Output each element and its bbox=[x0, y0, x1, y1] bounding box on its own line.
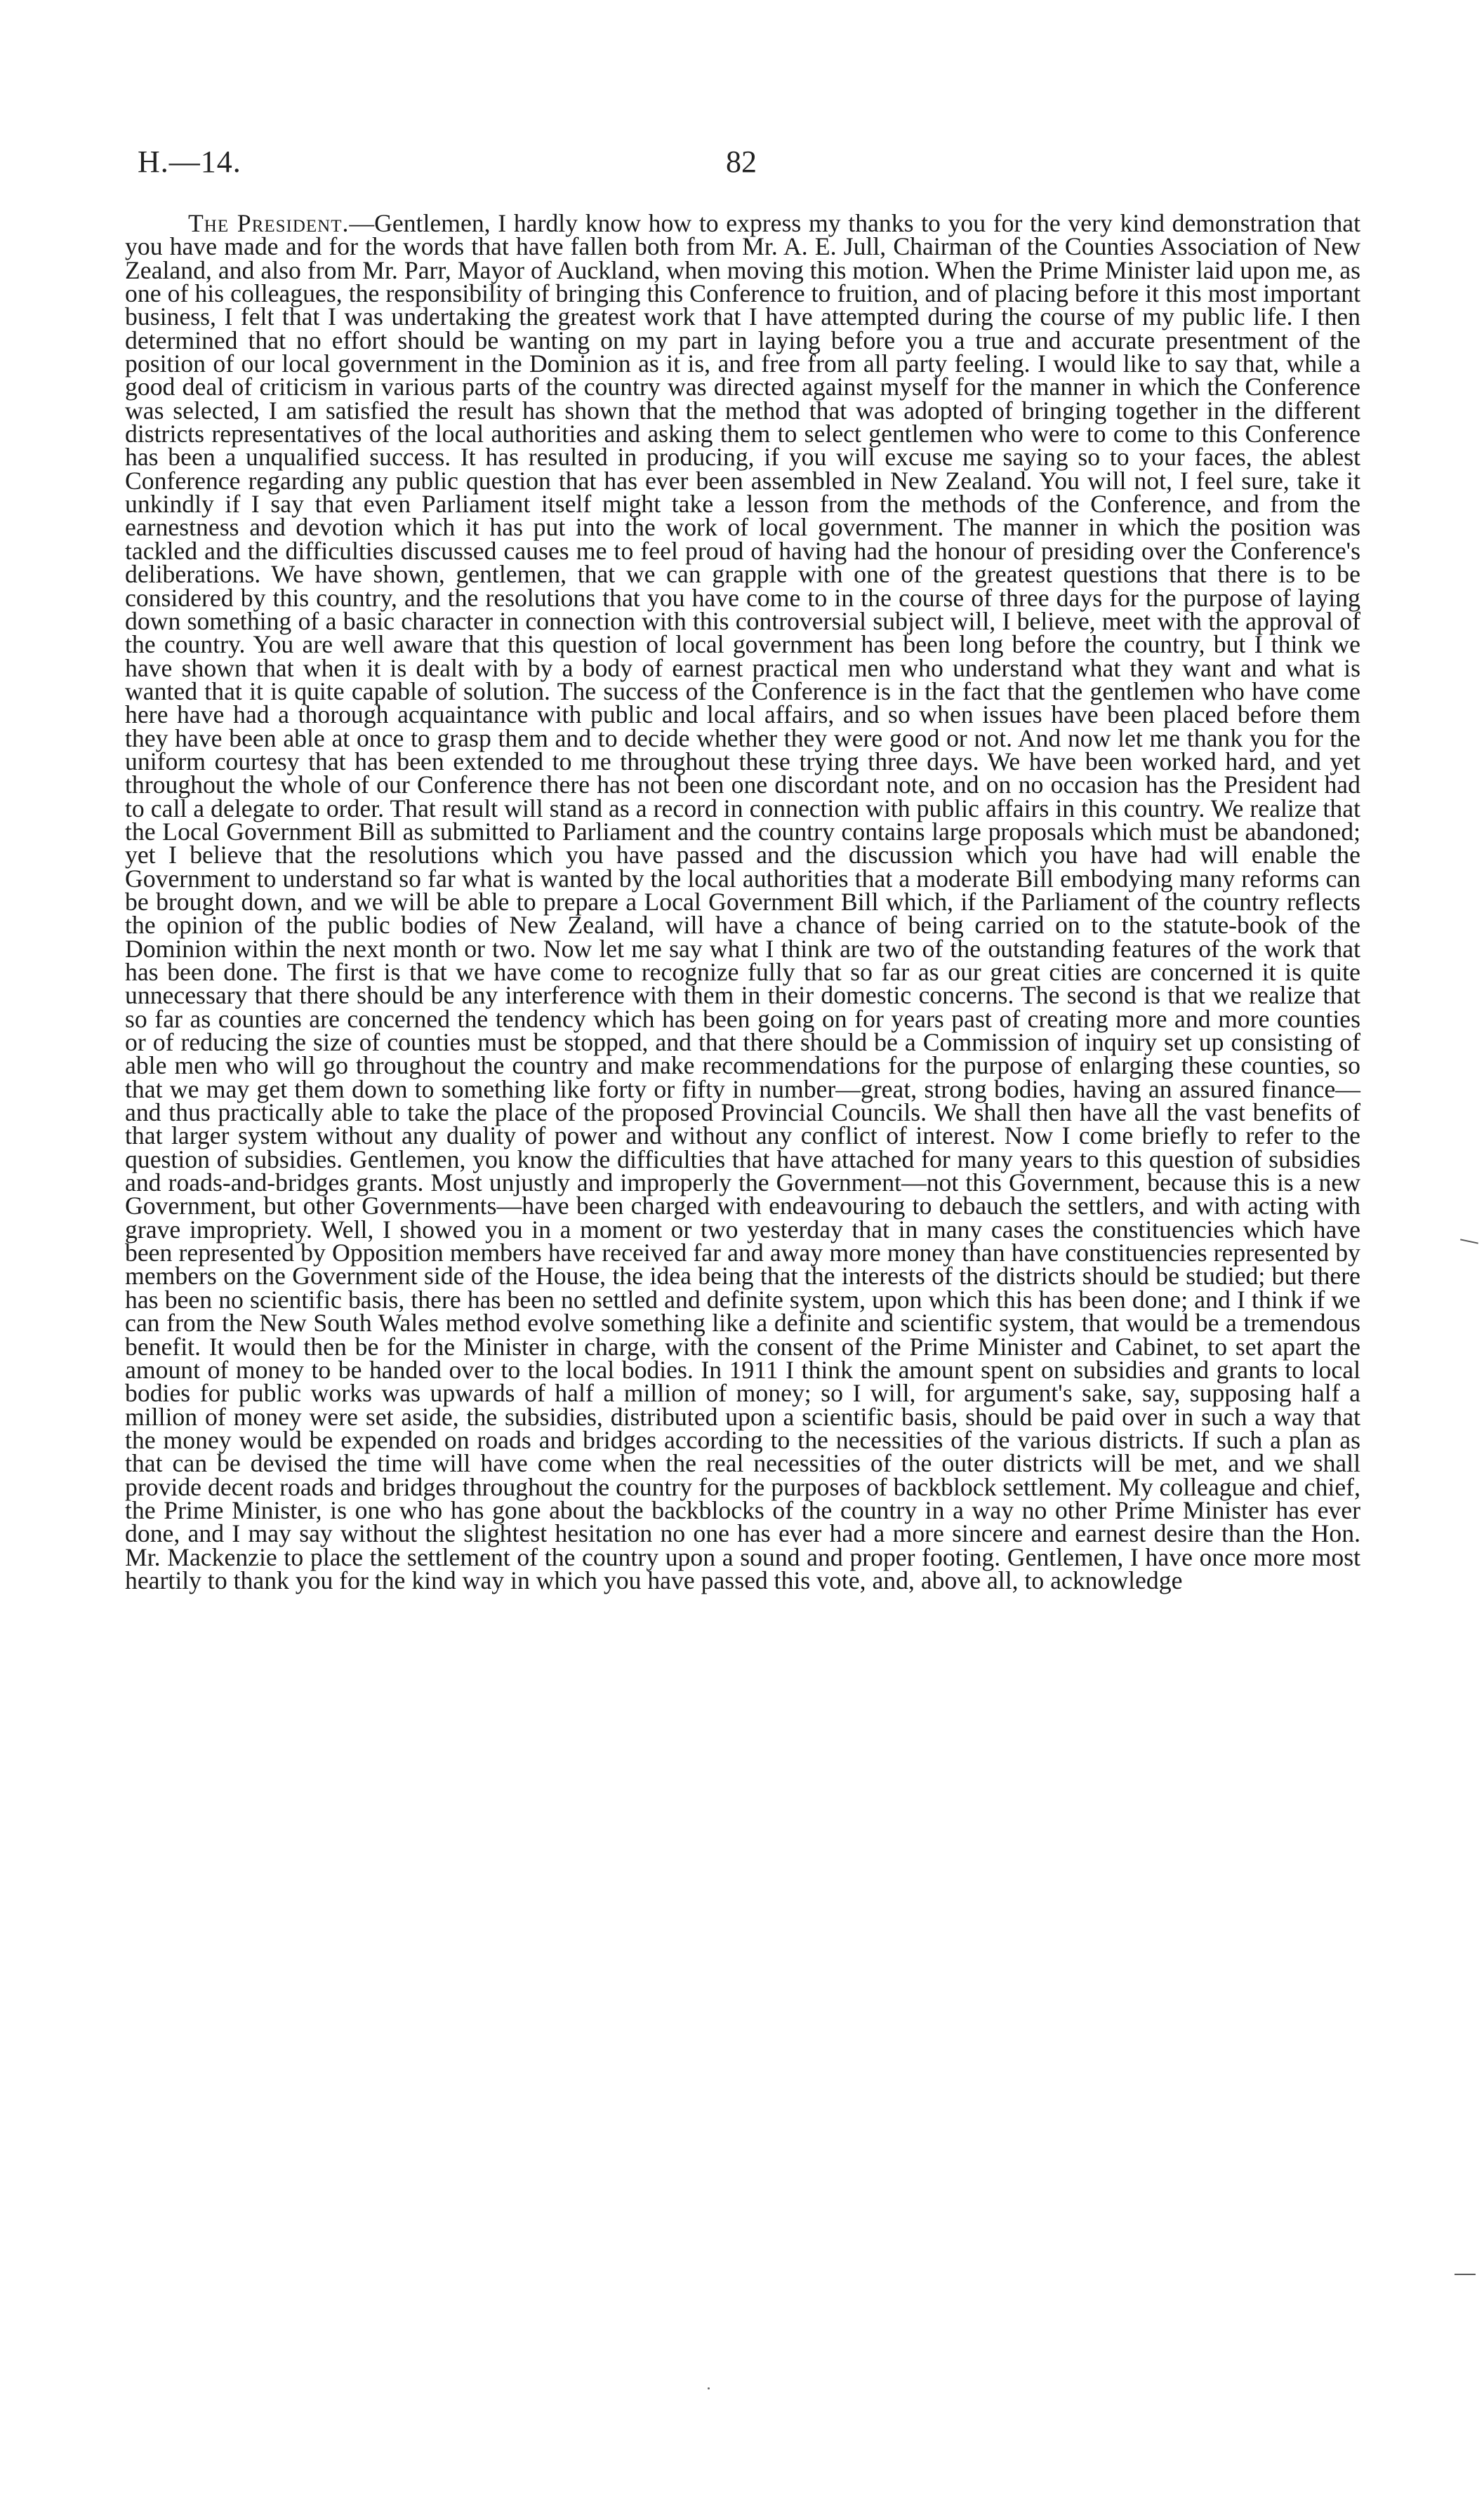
page-number: 82 bbox=[726, 145, 757, 179]
document-code: H.—14. bbox=[138, 145, 241, 179]
speech-text: —Gentlemen, I hardly know how to express my thanks to you for the very kind demonstration that you have made and for the words that have fallen both from Mr. A. E. Jull, Chairman of the Counties Association of New Zealand, and also from Mr. Parr, Mayor of Auckland, when moving this motion. When the Prime Minister laid upon me, as one of his colleagues, the responsibility of bringing this Conference to fruition, and of placing before it this most important business, I felt that I was undertaking the greatest work that I have attempted during the course of my public life. I then determined that no effort should be wanting on my part in laying before you a true and accurate presentment of the position of our local government in the Dominion as it is, and free from all party feeling. I would like to say that, while a good deal of criticism in various parts of the country was directed against myself for the manner in which the Conference was selected, I am satisfied the result has shown that the method that was adopted of bringing together in the different districts representatives of the local authorities and asking them to select gentlemen who were to come to this Conference has been a unqualified success. It has resulted in producing, if you will excuse me saying so to your faces, the ablest Conference regarding any public question that has ever been assembled in New Zealand. You will not, I feel sure, take it unkindly if I say that even Parliament itself might take a lesson from the methods of the Conference, and from the earnestness and devotion which it has put into the work of local government. The manner in which the position was tackled and the difficulties discussed causes me to feel proud of having had the honour of presiding over the Conference's deliberations. We have shown, gentlemen, that we can grapple with one of the greatest questions that there is to be considered by this country, and the resolutions that you have come to in the course of three days for the purpose of laying down something of a basic character in connection with this controversial subject will, I believe, meet with the approval of the country. You are well aware that this question of local government has been long before the country, but I think we have shown that when it is dealt with by a body of earnest practical men who understand what they want and what is wanted that it is quite capable of solution. The success of the Conference is in the fact that the gentlemen who have come here have had a thorough acquaintance with public and local affairs, and so when issues have been placed before them they have been able at once to grasp them and to decide whether they were good or not. And now let me thank you for the uniform courtesy that has been extended to me throughout these trying three days. We have been worked hard, and yet throughout the whole of our Conference there has not been one discordant note, and on no occasion has the President had to call a delegate to order. That result will stand as a record in connection with public affairs in this country. We realize that the Local Government Bill as submitted to Parliament and the country contains large proposals which must be abandoned; yet I believe that the resolutions which you have passed and the discussion which you have had will enable the Government to understand so far what is wanted by the local authorities that a moderate Bill embodying many reforms can be brought down, and we will be able to prepare a Local Government Bill which, if the Parliament of the country reflects the opinion of the public bodies of New Zealand, will have a chance of being carried on to the statute-book of the Dominion within the next month or two. Now let me say what I think are two of the outstanding features of the work that has been done. The first is that we have come to recognize fully that so far as our great cities are concerned it is quite unnecessary that there should be any interference with them in their domestic concerns. The second is that we realize that so far as counties are concerned the tendency which has been going on for years past of creating more and more counties or of reducing the size of counties must be stopped, and that there should be a Commission of inquiry set up consisting of able men who will go throughout the country and make recommendations for the purpose of enlarging these counties, so that we may get them down to something like forty or fifty in number—great, strong bodies, having an assured finance—and thus practically able to take the place of the proposed Provincial Councils. We shall then have all the vast benefits of that larger system without any duality of power and without any conflict of interest. Now I come briefly to refer to the question of subsidies. Gentlemen, you know the difficulties that have attached for many years to this question of subsidies and roads-and-bridges grants. Most unjustly and improperly the Government—not this Government, because this is a new Government, but other Governments—have been charged with endeavouring to debauch the settlers, and with acting with grave impropriety. Well, I showed you in a moment or two yesterday that in many cases the constituencies which have been represented by Opposition members have received far and away more money than have constituencies represented by members on the Government side of the House, the idea being that the interests of the districts should be studied; but there has been no scientific basis, there has been no settled and definite system, upon which this has been done; and I think if we can from the New South Wales method evolve something like a definite and scientific system, that would be a tremendous benefit. It would then be for the Minister in charge, with the consent of the Prime Minister and Cabinet, to set apart the amount of money to be handed over to the local bodies. In 1911 I think the amount spent on subsidies and grants to local bodies for public works was upwards of half a million of money; so I will, for argument's sake, say, supposing half a million of money were set aside, the subsidies, distributed upon a scientific basis, should be paid over in such a way that the money would be expended on roads and bridges according to the necessities of the various districts. If such a plan as that can be devised the time will have come when the real necessities of the outer districts will be met, and we shall provide decent roads and bridges throughout the country for the purposes of backblock settlement. My colleague and chief, the Prime Minister, is one who has gone about the backblocks of the country in a way no other Prime Minister has ever done, and I may say without the slightest hesitation no one has ever had a more sincere and earnest desire than the Hon. Mr. Mackenzie to place the settlement of the country upon a sound and proper footing. Gentlemen, I have once more most heartily to thank you for the kind way in which you have passed this vote, and, above all, to acknowledge bbox=[125, 209, 1360, 1594]
speech-paragraph bbox=[125, 209, 1360, 1594]
scan-speck bbox=[708, 2387, 710, 2389]
page-header bbox=[138, 144, 840, 186]
speaker-name: The President. bbox=[188, 209, 350, 237]
scan-edge-mark bbox=[1460, 1239, 1478, 1244]
scan-edge-mark bbox=[1455, 2274, 1476, 2275]
